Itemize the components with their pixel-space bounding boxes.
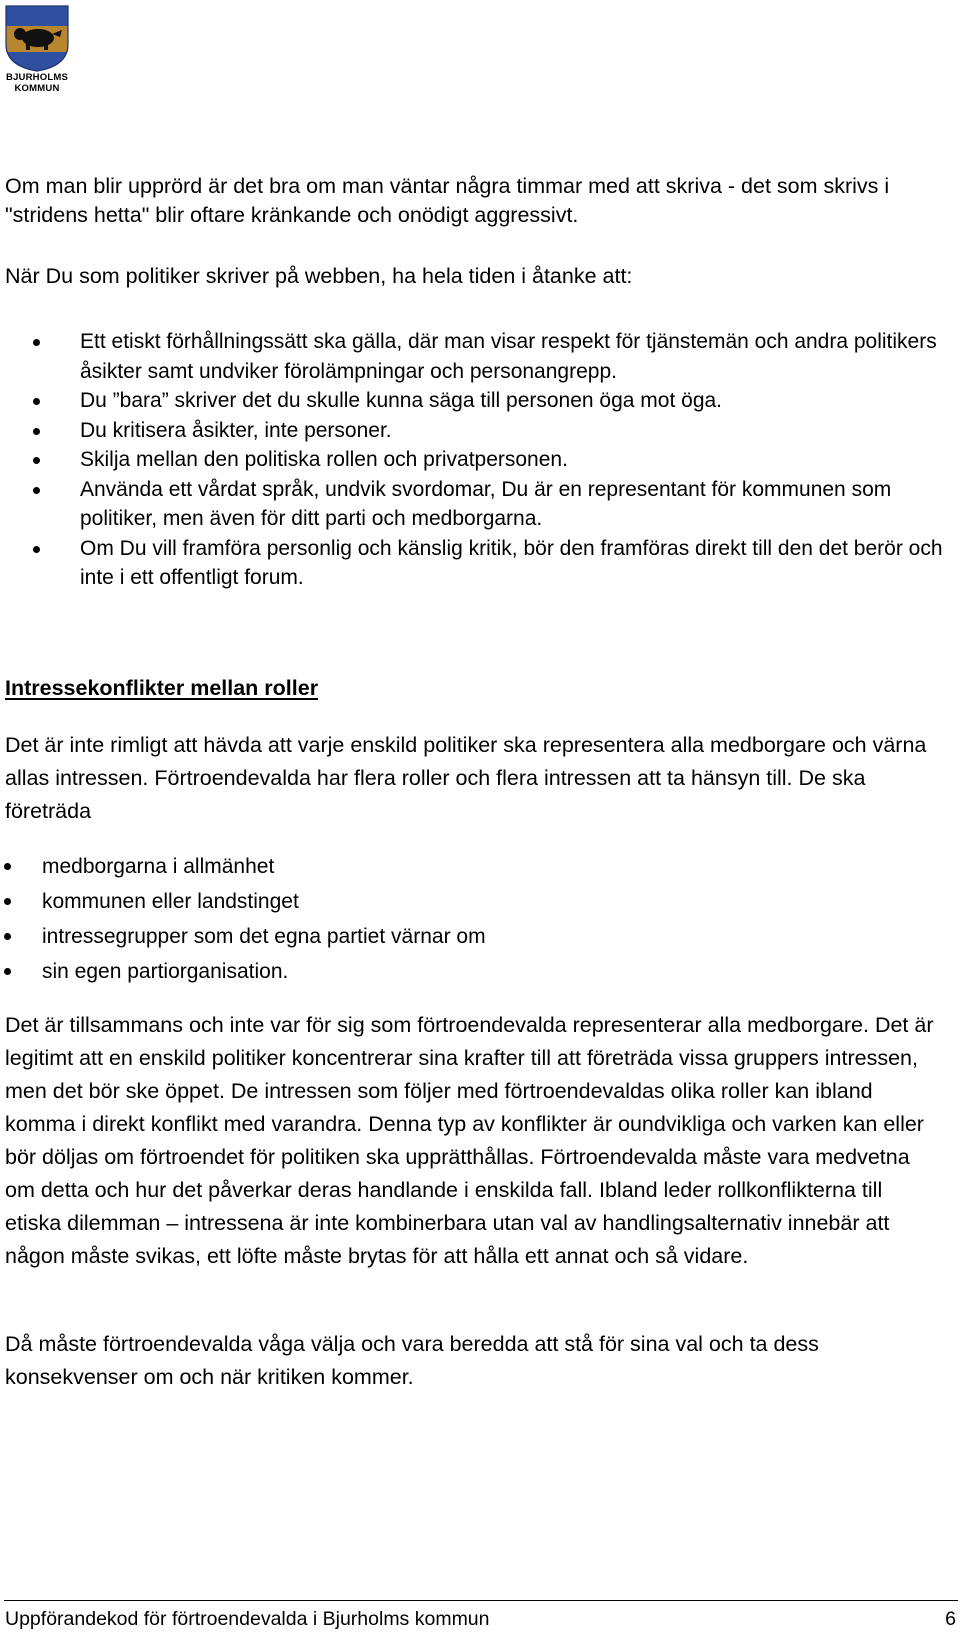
coat-of-arms-icon [4,4,70,72]
footer-divider [4,1600,958,1601]
paragraph-roles: Det är inte rimligt att hävda att varje enskild politiker ska representera alla medborgare och värna allas intressen. Förtroendevalda har flera roller och flera intressen att ta hänsyn till. De ska företräda [5,733,927,823]
list-item: Skilja mellan den politiska rollen och privatpersonen. [0,445,950,475]
logo-line2: KOMMUN [14,83,60,94]
page-number: 6 [945,1608,956,1630]
list-item: Du kritisera åsikter, inte personer. [0,416,950,446]
lead-paragraph: När Du som politiker skriver på webben, ha hela tiden i åtanke att: [5,264,633,288]
footer-title: Uppförandekod för förtroendevalda i Bjurholms kommun [5,1608,490,1630]
list-item: intressegrupper som det egna partiet värnar om [0,919,950,954]
roles-list [0,849,950,989]
page-footer [0,1600,960,1640]
list-item: Ett etiskt förhållningssätt ska gälla, där man visar respekt för tjänstemän och andra politikers åsikter samt undviker förolämpningar och personangrepp. [0,327,950,386]
logo-line1: BJURHOLMS [6,72,68,83]
municipality-logo [4,4,74,108]
list-item: medborgarna i allmänhet [0,849,950,884]
list-item: Om Du vill framföra personlig och känslig kritik, bör den framföras direkt till den det berör och inte i ett offentligt forum. [0,534,950,593]
list-item: Använda ett vårdat språk, undvik svordomar, Du är en representant för kommunen som politiker, men även för ditt parti och medborgarna. [0,475,950,534]
list-item: Du ”bara” skriver det du skulle kunna säga till personen öga mot öga. [0,386,950,416]
list-item: kommunen eller landstinget [0,884,950,919]
section-heading: Intressekonflikter mellan roller [5,676,319,700]
guideline-list [0,327,950,593]
list-item: sin egen partiorganisation. [0,954,950,989]
intro-paragraph: Om man blir upprörd är det bra om man väntar några timmar med att skriva - det som skrivs i "stridens hetta" blir oftare kränkande och onödigt aggressivt. [5,174,890,227]
paragraph-conflicts: Det är tillsammans och inte var för sig som förtroendevalda representerar alla medborgare. Det är legitimt att en enskild politiker koncentrerar sina krafter till att företräda vissa gruppers intressen, men det bör ske öppet. De intressen som följer med förtroendevaldas olika roller kan ibland komma i direkt konflikt med varandra. Denna typ av konflikter är oundvikliga och varken kan eller bör döljas om förtroendet för politiken ska upprätthållas. Förtroendevalda måste vara medvetna om detta och hur det påverkar deras handlande i enskilda fall. Ibland leder rollkonflikterna till etiska dilemman – intressena är inte kombinerbara utan val av handlingsalternativ innebär att någon måste svikas, ett löfte måste brytas för att hålla ett annat och så vidare. [5,1013,934,1268]
paragraph-conclusion: Då måste förtroendevalda våga välja och vara beredda att stå för sina val och ta dess konsekvenser om och när kritiken kommer. [5,1332,819,1389]
